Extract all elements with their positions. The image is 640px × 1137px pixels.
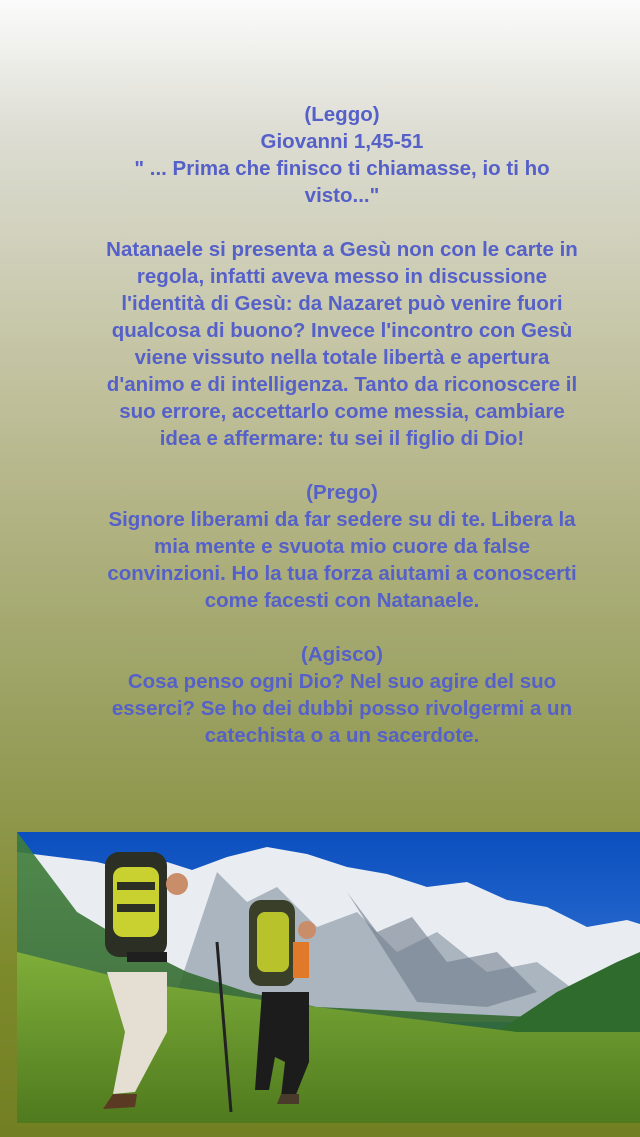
hikers-mountain-photo bbox=[17, 832, 640, 1123]
spacer bbox=[100, 452, 584, 479]
agisco-heading: (Agisco) bbox=[301, 643, 383, 666]
leggo-reflection: Natanaele si presenta a Gesù non con le carte in regola, infatti aveva messo in discussione l'identità di Gesù: da Nazaret può venire fuori qualcosa di buono? Invece l'incontro con Gesù viene vissuto nella totale libertà e apertura d'animo e di intelligenza. Tanto da riconoscere il suo errore, accettarlo come messia, cambiare idea e affermare: tu sei il figlio di Dio! bbox=[106, 238, 578, 450]
leggo-quote: " ... Prima che finisco ti chiamasse, io ti ho visto..." bbox=[134, 157, 550, 207]
agisco-text: Cosa penso ogni Dio? Nel suo agire del suo esserci? Se ho dei dubbi posso rivolgermi a un catechista o a un sacerdote. bbox=[111, 670, 573, 747]
spacer bbox=[100, 614, 584, 641]
prego-heading: (Prego) bbox=[306, 481, 378, 504]
prego-text: Signore liberami da far sedere su di te. Libera la mia mente e svuota mio cuore da false convinzioni. Ho la tua forza aiutami a conoscerti come facesti con Natanaele. bbox=[107, 508, 577, 612]
devotional-text bbox=[100, 101, 584, 749]
spacer bbox=[100, 209, 584, 236]
leggo-heading: (Leggo) bbox=[304, 103, 380, 126]
leggo-reference: Giovanni 1,45-51 bbox=[260, 130, 424, 153]
